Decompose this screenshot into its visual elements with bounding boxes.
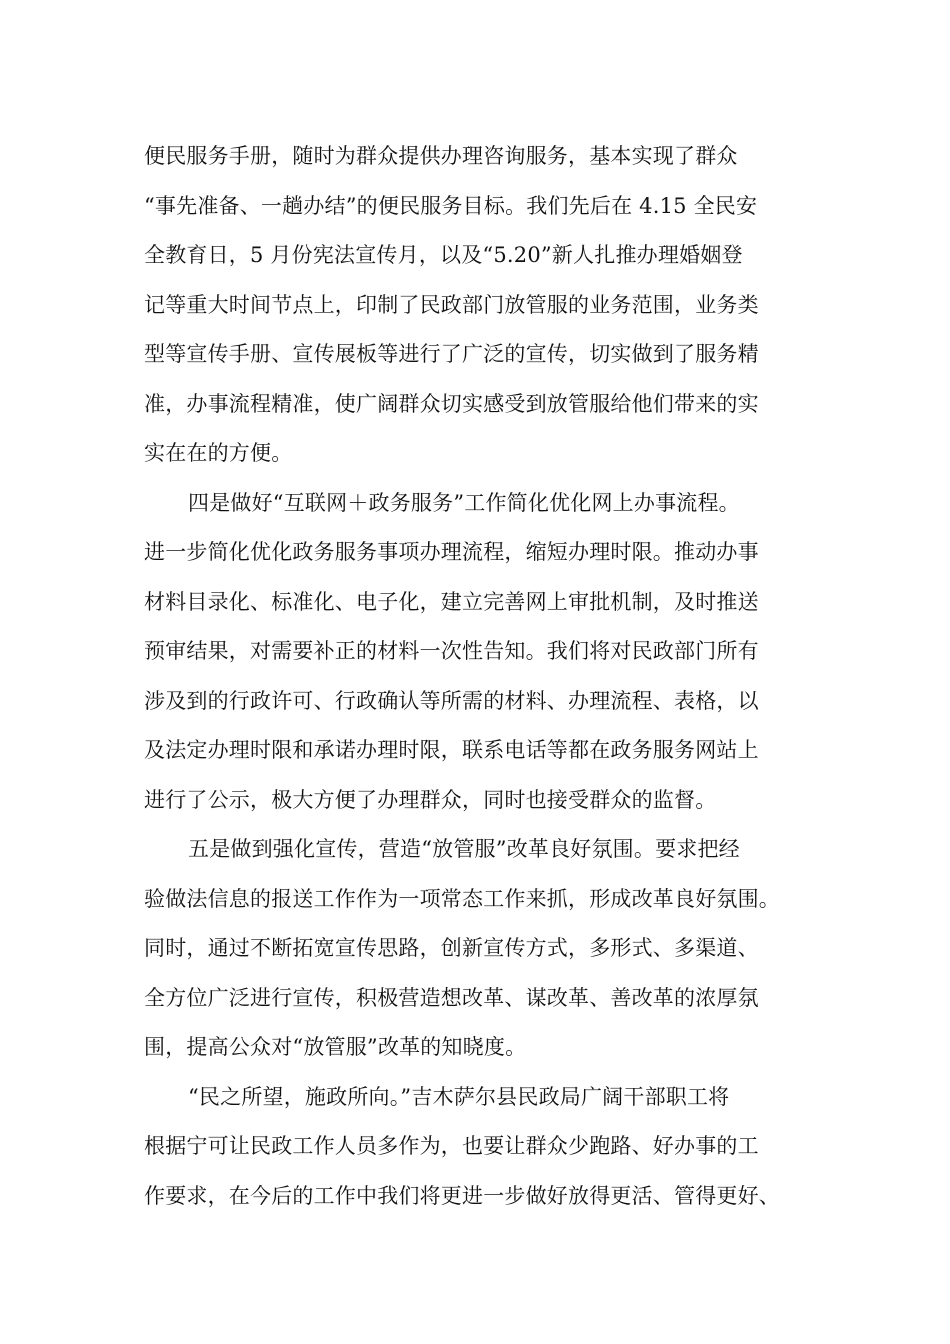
text-line: 同时，通过不断拓宽宣传思路，创新宣传方式，多形式、多渠道、 [144, 936, 759, 960]
text-line: 全方位广泛进行宣传，积极营造想改革、谋改革、善改革的浓厚氛 [144, 985, 759, 1010]
text-line: 全教育日，5 月份宪法宣传月，以及“5.20”新人扎推办理婚姻登 [144, 243, 743, 267]
document-body [144, 132, 824, 1221]
text-line: 五是做到强化宣传，营造“放管服”改革良好氛围。要求把经 [188, 837, 740, 861]
text-line: 记等重大时间节点上，印制了民政部门放管服的业务范围，业务类 [144, 292, 759, 317]
text-line: 围，提高公众对“放管服”改革的知晓度。 [144, 1035, 527, 1059]
text-line: 进行了公示，极大方便了办理群众，同时也接受群众的监督。 [144, 787, 717, 812]
text-line: 预审结果，对需要补正的材料一次性告知。我们将对民政部门所有 [144, 639, 759, 663]
text-line: 便民服务手册，随时为群众提供办理咨询服务，基本实现了群众 [144, 144, 738, 168]
text-line: “事先准备、一趟办结”的便民服务目标。我们先后在 4.15 全民安 [144, 193, 758, 218]
text-line: 材料目录化、标准化、电子化，建立完善网上审批机制，及时推送 [144, 589, 759, 614]
text-line: 作要求，在今后的工作中我们将更进一步做好放得更活、管得更好、 [144, 1183, 780, 1208]
text-line: 根据宁可让民政工作人员多作为，也要让群众少跑路、好办事的工 [144, 1134, 759, 1158]
text-line: 进一步简化优化政务服务事项办理流程，缩短办理时限。推动办事 [144, 540, 759, 564]
text-line: 实在在的方便。 [144, 441, 293, 465]
text-line: “民之所望，施政所向。”吉木萨尔县民政局广阔干部职工将 [188, 1084, 730, 1109]
text-line: 涉及到的行政许可、行政确认等所需的材料、办理流程、表格，以 [144, 688, 759, 713]
text-line: 准，办事流程精准，使广阔群众切实感受到放管服给他们带来的实 [144, 391, 759, 416]
text-line: 及法定办理时限和承诺办理时限，联系电话等都在政务服务网站上 [144, 738, 759, 762]
text-line: 四是做好“互联网＋政务服务”工作简化优化网上办事流程。 [188, 490, 740, 515]
text-line: 型等宣传手册、宣传展板等进行了广泛的宣传，切实做到了服务精 [144, 342, 759, 366]
text-line: 验做法信息的报送工作作为一项常态工作来抓，形成改革良好氛围。 [144, 886, 780, 911]
